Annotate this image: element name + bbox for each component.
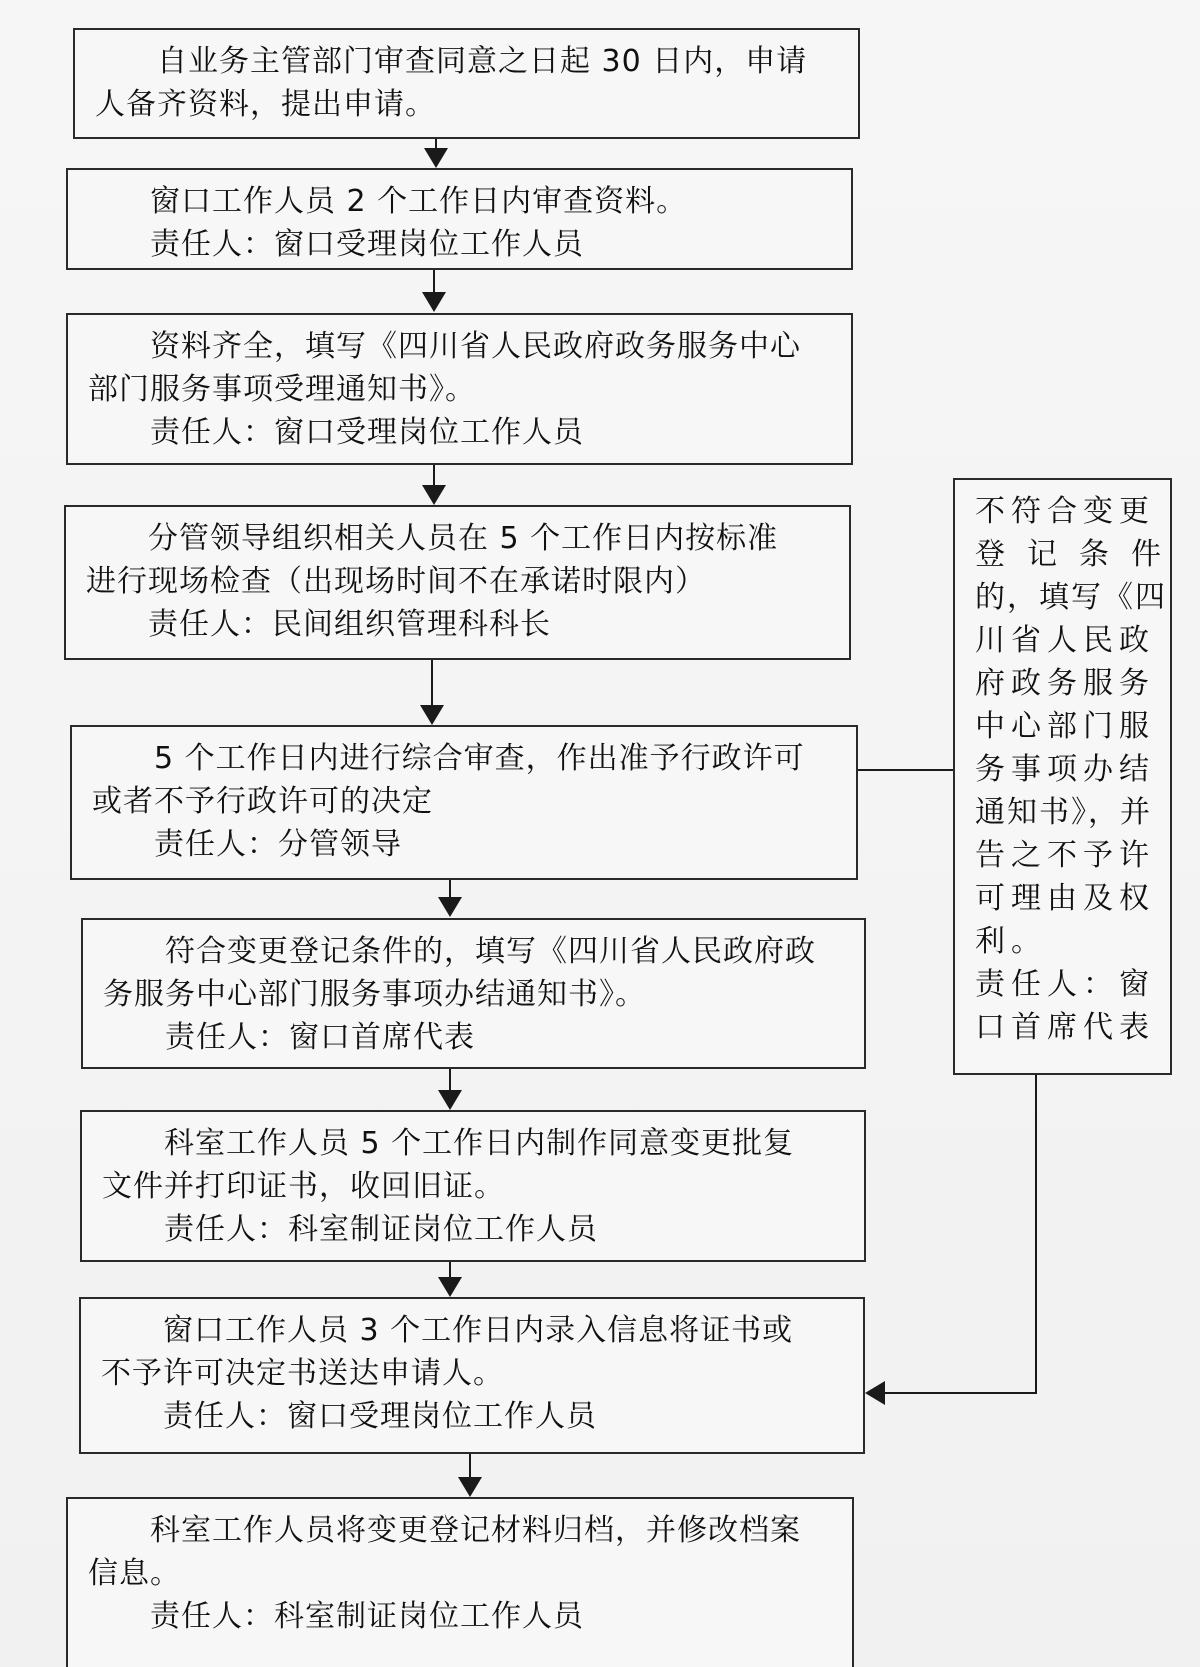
step-4-line-2: 进行现场检查（出现场时间不在承诺时限内） bbox=[86, 564, 706, 599]
side-line-8: 通知书》，并 bbox=[975, 795, 1152, 830]
side-line-9: 告之不予许 bbox=[975, 838, 1155, 873]
step-7-line-2: 文件并打印证书，收回旧证。 bbox=[102, 1169, 505, 1204]
side-line-1: 不符合变更 bbox=[975, 494, 1155, 529]
step-6-line-2: 务服务中心部门服务事项办结通知书》。 bbox=[103, 977, 646, 1012]
side-line-10: 可理由及权 bbox=[975, 881, 1155, 916]
step-8-line-2: 不予许可决定书送达申请人。 bbox=[101, 1356, 504, 1391]
side-line-5: 府政务服务 bbox=[975, 666, 1155, 701]
side-line-12: 责任人：窗 bbox=[975, 967, 1155, 1002]
step-7-line-3: 责任人：科室制证岗位工作人员 bbox=[164, 1212, 598, 1247]
rejection-side-box bbox=[953, 478, 1183, 1075]
step-2-line-2: 责任人：窗口受理岗位工作人员 bbox=[150, 227, 584, 262]
step-8-box bbox=[79, 1297, 865, 1454]
step-3-line-2: 部门服务事项受理通知书》。 bbox=[88, 372, 476, 407]
step-1-line-2: 人备齐资料，提出申请。 bbox=[95, 87, 436, 122]
step-2-box bbox=[66, 168, 853, 270]
step-7-box bbox=[80, 1110, 866, 1262]
step-9-line-3: 责任人：科室制证岗位工作人员 bbox=[150, 1599, 584, 1634]
step-5-line-1: 5 个工作日内进行综合审查，作出准予行政许可 bbox=[154, 741, 805, 776]
step-6-line-3: 责任人：窗口首席代表 bbox=[165, 1020, 475, 1055]
side-line-13: 口首席代表 bbox=[975, 1010, 1155, 1045]
side-line-4: 川省人民政 bbox=[975, 623, 1155, 658]
side-line-2: 登记条件 bbox=[975, 537, 1183, 572]
step-4-line-1: 分管领导组织相关人员在 5 个工作日内按标准 bbox=[148, 521, 779, 556]
step-7-line-1: 科室工作人员 5 个工作日内制作同意变更批复 bbox=[164, 1126, 795, 1161]
step-3-line-1: 资料齐全，填写《四川省人民政府政务服务中心 bbox=[150, 329, 801, 364]
step-5-line-2: 或者不予行政许可的决定 bbox=[92, 784, 433, 819]
step-1-box bbox=[73, 28, 860, 139]
step-6-line-1: 符合变更登记条件的，填写《四川省人民政府政 bbox=[165, 934, 816, 969]
step-9-line-1: 科室工作人员将变更登记材料归档，并修改档案 bbox=[150, 1513, 801, 1548]
step-3-line-3: 责任人：窗口受理岗位工作人员 bbox=[150, 415, 584, 450]
step-1-line-1: 自业务主管部门审查同意之日起 30 日内，申请 bbox=[157, 44, 808, 79]
side-line-7: 务事项办结 bbox=[975, 752, 1155, 787]
step-9-box bbox=[66, 1497, 854, 1667]
step-2-line-1: 窗口工作人员 2 个工作日内审查资料。 bbox=[150, 184, 688, 219]
step-8-line-1: 窗口工作人员 3 个工作日内录入信息将证书或 bbox=[163, 1313, 794, 1348]
step-4-box bbox=[64, 505, 851, 660]
step-8-line-3: 责任人：窗口受理岗位工作人员 bbox=[163, 1399, 597, 1434]
return-line-from-side bbox=[867, 1075, 1036, 1393]
step-6-box bbox=[81, 918, 866, 1069]
step-5-box bbox=[70, 725, 858, 880]
step-9-line-2: 信息。 bbox=[88, 1556, 181, 1591]
side-line-11: 利。 bbox=[975, 924, 1047, 959]
side-line-6: 中心部门服 bbox=[975, 709, 1155, 744]
step-4-line-3: 责任人：民间组织管理科科长 bbox=[148, 607, 551, 642]
side-line-3: 的，填写《四 bbox=[975, 580, 1167, 615]
step-3-box bbox=[66, 313, 853, 465]
step-5-line-3: 责任人：分管领导 bbox=[154, 827, 402, 862]
